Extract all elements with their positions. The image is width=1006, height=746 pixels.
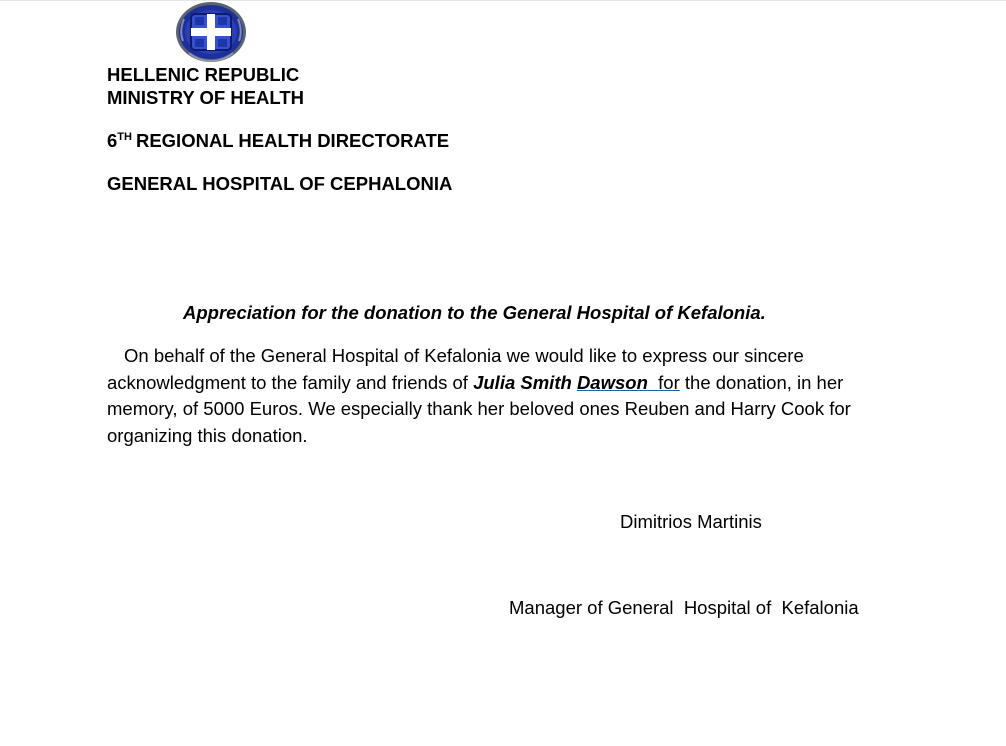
signatory-title: Manager of General Hospital of Kefalonia — [509, 597, 859, 618]
letter-subject: Appreciation for the donation to the General Hospital of Kefalonia. — [183, 302, 766, 323]
signatory-name: Dimitrios Martinis — [620, 511, 762, 532]
directorate-ordinal-suffix: TH — [117, 131, 132, 143]
page-top-edge — [0, 0, 1006, 1]
body-for-word: for — [658, 371, 680, 393]
body-part-1: On behalf of the General Hospital of Kefalonia we would like to express our sincere acknowledgment to the family and friends of — [107, 345, 804, 393]
body-part-2: the donation, in her memory, of 5000 Euros. We especially thank her beloved ones Reuben and Harry Cook for organizing this donation. — [107, 371, 851, 446]
directorate-text: REGIONAL HEALTH DIRECTORATE — [135, 130, 450, 151]
header-regional-directorate — [107, 129, 449, 156]
header-ministry-of-health: MINISTRY OF HEALTH — [107, 87, 304, 108]
header-hellenic-republic: HELLENIC REPUBLIC — [107, 64, 300, 85]
directorate-number: 6 — [107, 130, 118, 151]
letter-body — [107, 343, 887, 449]
greek-coat-of-arms-icon — [175, 1, 247, 63]
donor-given-names: Julia Smith — [473, 371, 572, 393]
donor-surname: Dawson — [576, 371, 648, 393]
header-hospital-name: GENERAL HOSPITAL OF CEPHALONIA — [107, 173, 453, 194]
